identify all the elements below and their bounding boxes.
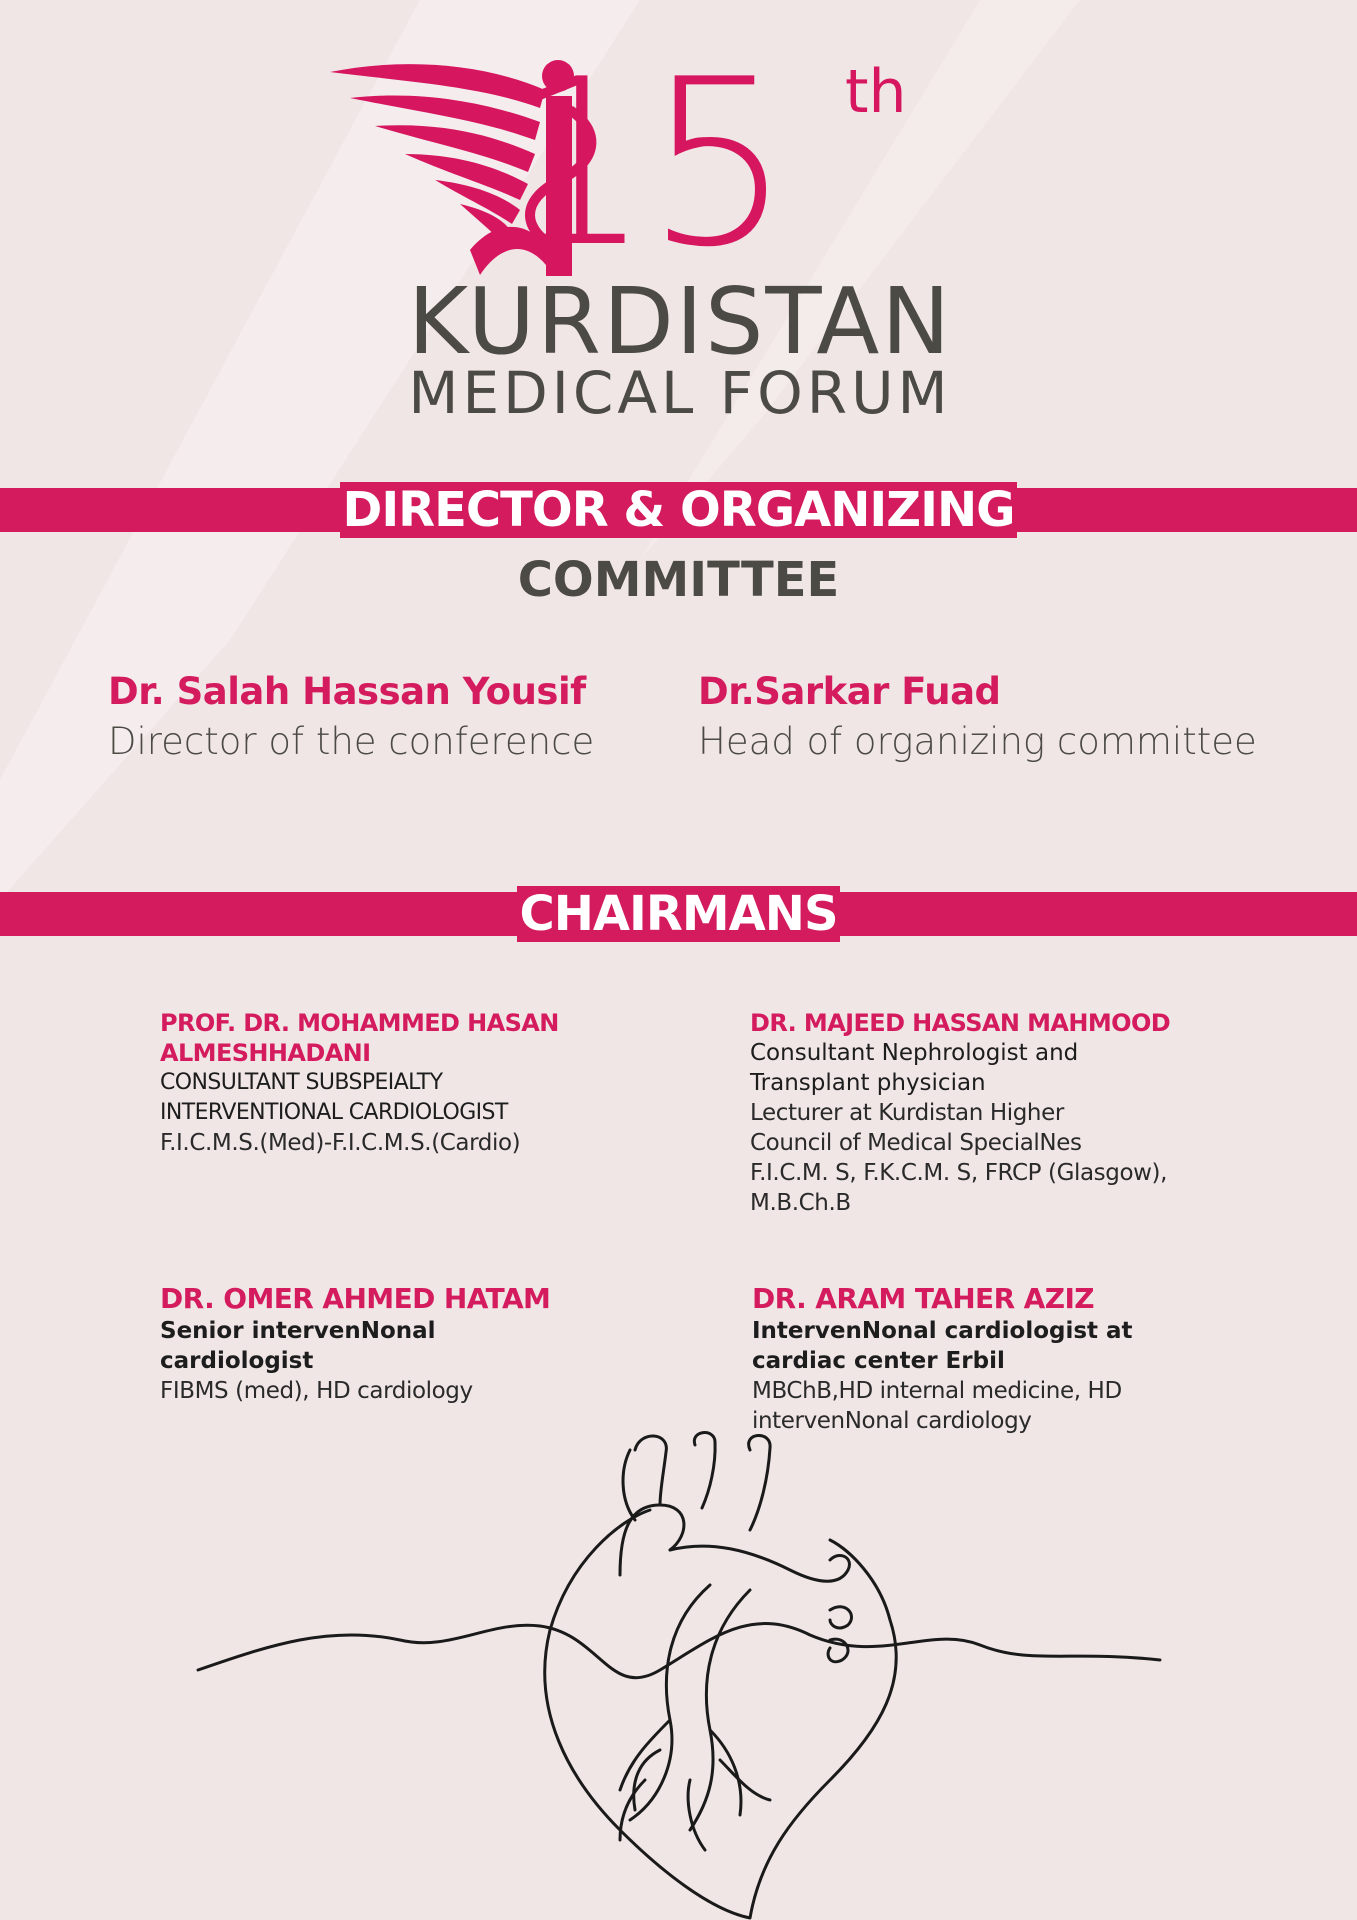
head-organizer-name: Dr.Sarkar Fuad: [698, 670, 1001, 713]
chairman-3-title-line1: Senior intervenNonal: [160, 1318, 436, 1344]
chairman-4-title-line2: cardiac center Erbil: [752, 1348, 1005, 1374]
chairman-2-name: DR. MAJEED HASSAN MAHMOOD: [750, 1009, 1171, 1037]
chairman-2-info-line2: Council of Medical SpecialNes: [750, 1130, 1082, 1156]
logo-kurdistan: KURDISTAN: [407, 268, 953, 375]
logo-medical-forum: MEDICAL FORUM: [408, 359, 952, 427]
chairman-1-name-line2: ALMESHHADANI: [160, 1039, 371, 1067]
section-title-chairmans: [0, 886, 1357, 942]
chairman-3-name: DR. OMER AHMED HATAM: [160, 1282, 551, 1315]
chairman-card-3: [160, 1282, 550, 1406]
head-organizer-role: Head of organizing committee: [698, 720, 1257, 763]
chairman-4-degrees-line2: intervenNonal cardiology: [752, 1408, 1032, 1434]
chairman-card-2: [750, 1008, 1170, 1218]
chairman-2-info-line4: M.B.Ch.B: [750, 1190, 851, 1216]
chairman-1-title-line2: INTERVENTIONAL CARDIOLOGIST: [160, 1100, 508, 1125]
chairman-card-1: [160, 1008, 559, 1158]
chairman-1-title-line1: CONSULTANT SUBSPEIALTY: [160, 1070, 443, 1095]
director-name: Dr. Salah Hassan Yousif: [108, 670, 586, 713]
forum-logo: [320, 31, 1040, 427]
section-title-organizing: [0, 482, 1357, 538]
line-art-heart-icon: [190, 1420, 1170, 1920]
chairman-1-name-line1: PROF. DR. MOHAMMED HASAN: [160, 1009, 559, 1037]
section-title-chairmans-text: CHAIRMANS: [519, 886, 838, 942]
chairman-3-degrees: FIBMS (med), HD cardiology: [160, 1378, 473, 1404]
director-role: Director of the conference: [108, 720, 595, 763]
chairman-1-degrees: F.I.C.M.S.(Med)-F.I.C.M.S.(Cardio): [160, 1130, 521, 1156]
section-subtitle-committee: COMMITTEE: [517, 552, 840, 608]
chairman-4-title-line1: IntervenNonal cardiologist at: [752, 1318, 1133, 1344]
chairman-4-name: DR. ARAM TAHER AZIZ: [752, 1282, 1094, 1315]
chairman-3-title-line2: cardiologist: [160, 1348, 314, 1374]
chairman-2-title-line2: Transplant physician: [750, 1070, 986, 1096]
logo-number: 15: [505, 31, 786, 298]
chairman-2-info-line3: F.I.C.M. S, F.K.C.M. S, FRCP (Glasgow),: [750, 1160, 1168, 1186]
section-title-organizing-text: DIRECTOR & ORGANIZING: [342, 482, 1015, 538]
chairman-4-degrees-line1: MBChB,HD internal medicine, HD: [752, 1378, 1122, 1404]
chairman-card-4: [752, 1282, 1133, 1436]
chairman-2-info-line1: Lecturer at Kurdistan Higher: [750, 1100, 1064, 1126]
logo-ordinal-suffix: th: [845, 57, 907, 127]
chairman-2-title-line1: Consultant Nephrologist and: [750, 1040, 1079, 1066]
